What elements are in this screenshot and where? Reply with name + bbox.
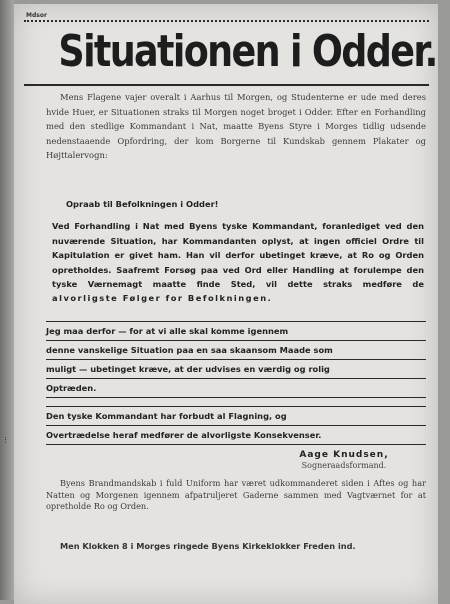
newspaper-page: [14, 4, 438, 604]
signature-block: [264, 450, 424, 470]
signature-name: Aage Knudsen,: [299, 450, 389, 460]
page-margin-shadow: [0, 0, 14, 600]
proclamation: [52, 197, 424, 306]
proclamation-heading: Opraab til Befolkningen i Odder!: [66, 199, 219, 209]
headline: Situationen i Odder.: [58, 26, 437, 77]
fire-brigade-text: Byens Brandmandskab i fuld Uniform har været udkommanderet siden i Aftes og har Natten og Morgenen igennem afpatruljeret Gaderne sammen med Vagtværnet for at opretholde Ro og Orden.: [46, 478, 426, 512]
intro-paragraph: [46, 90, 426, 163]
proclamation-body: [52, 219, 424, 305]
edge-mark: ⋮: [2, 436, 9, 444]
top-dotted-rule: [24, 20, 429, 22]
boxed-appeal-line: Optræden.: [46, 379, 426, 398]
headline-rule: [24, 84, 429, 86]
fire-brigade-paragraph: [46, 478, 426, 513]
proclamation-body-emphasis: alvorligste Følger for Befolkningen.: [52, 293, 273, 304]
proclamation-body-lead: Ved Forhandling i Nat med Byens tyske Kommandant, foranlediget ved den nuværende Situation, har Kommandanten oplyst, at ingen officiel Ordre til Kapitulation er givet ham. Han vil derfor ubetinget kræve, at Ro og Orden opretholdes. Saafremt Forsøg paa ved Ord eller Handling at forulempe den tyske Værnemagt maatte finde Sted, vil dette straks medføre de: [52, 221, 424, 290]
church-bells-paragraph: [46, 540, 426, 552]
boxed-appeal-line: denne vanskelige Situation paa en saa skaansom Maade som: [46, 341, 426, 360]
signature-title: Sogneraadsformand.: [301, 461, 387, 470]
kicker-label: Mdsor: [26, 12, 47, 19]
intro-text: Mens Flagene vajer overalt i Aarhus til Morgen, og Studenterne er ude med deres hvide Huer, er Situationen straks til Morgen noget broget i Odder. Efter en Forhandling med den stedlige Kommandant i Nat, maatte Byens Styre i Morges tidlig udsende nedenstaaende Opfordring, der kom Borgerne til Kundskab gennem Plakater og Højttalervogn:: [46, 92, 426, 161]
boxed-appeal-line: muligt — ubetinget kræve, at der udvises en værdig og rolig: [46, 360, 426, 379]
church-bells-text: Men Klokken 8 i Morges ringede Byens Kirkeklokker Freden ind.: [60, 541, 356, 551]
boxed-appeal: [46, 321, 426, 398]
boxed-appeal-line: Jeg maa derfor — for at vi alle skal komme igennem: [46, 321, 426, 341]
boxed-flag-ban-line: Den tyske Kommandant har forbudt al Flagning, og: [46, 406, 426, 426]
boxed-flag-ban-line: Overtrædelse heraf medfører de alvorligste Konsekvenser.: [46, 426, 426, 445]
boxed-flag-ban: [46, 406, 426, 445]
